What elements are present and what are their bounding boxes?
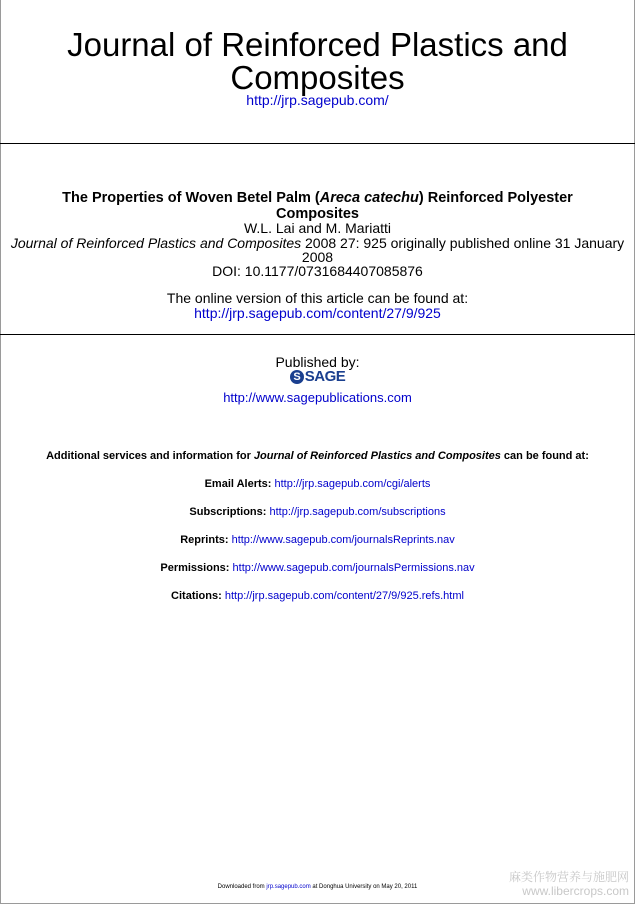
service-permissions <box>0 562 635 574</box>
publisher-url-link[interactable]: http://www.sagepublications.com <box>223 390 412 405</box>
article-title-line2: Composites <box>276 206 359 222</box>
journal-url-link[interactable]: http://jrp.sagepub.com/ <box>246 92 389 108</box>
sage-logo-text: SAGE <box>304 368 346 385</box>
article-title-species: Areca catechu <box>319 190 419 206</box>
service-link[interactable]: http://jrp.sagepub.com/subscriptions <box>269 506 446 518</box>
service-subscriptions <box>0 506 635 518</box>
journal-title-line2: Composites <box>230 59 405 96</box>
additional-services-heading <box>0 450 635 462</box>
footer-text-before: Downloaded from <box>217 884 267 890</box>
service-link[interactable]: http://www.sagepub.com/journalsReprints.nav <box>231 534 455 546</box>
middle-divider <box>0 334 635 335</box>
article-title-part1: The Properties of Woven Betel Palm ( <box>62 190 320 206</box>
article-title-part2: ) Reinforced Polyester <box>418 190 573 206</box>
service-reprints <box>0 534 635 546</box>
service-label: Email Alerts: <box>204 478 272 490</box>
sage-logo <box>0 368 635 385</box>
published-by-label: Published by: <box>275 354 360 370</box>
service-label: Reprints: <box>180 534 229 546</box>
online-version <box>0 291 635 321</box>
doi: DOI: 10.1177/0731684407085876 <box>212 263 423 279</box>
citation-details: 2008 27: 925 originally published online 31 January <box>301 235 625 251</box>
service-label: Subscriptions: <box>189 506 267 518</box>
citation-year: 2008 <box>301 249 334 265</box>
sage-logo-icon: S <box>290 370 304 384</box>
additional-text-before: Additional services and information for <box>46 450 254 462</box>
top-divider <box>0 143 635 144</box>
authors: W.L. Lai and M. Mariatti <box>243 220 392 236</box>
footer-text-after: at Donghua University on May 20, 2011 <box>310 884 418 890</box>
journal-url-row <box>0 92 635 108</box>
service-link[interactable]: http://www.sagepub.com/journalsPermissions.nav <box>232 562 475 574</box>
journal-title <box>0 28 635 94</box>
service-label: Permissions: <box>160 562 230 574</box>
service-email-alerts <box>0 478 635 490</box>
journal-title-line1: Journal of Reinforced Plastics and <box>67 26 568 63</box>
additional-text-after: can be found at: <box>500 450 589 462</box>
footer-link[interactable]: jrp.sagepub.com <box>266 884 311 890</box>
citation-journal: Journal of Reinforced Plastics and Composites <box>10 235 302 251</box>
service-citations <box>0 590 635 602</box>
watermark-line2: www.libercrops.com <box>522 884 629 898</box>
service-label: Citations: <box>171 590 222 602</box>
watermark-line1: 麻类作物营养与施肥网 <box>508 870 629 884</box>
service-link[interactable]: http://jrp.sagepub.com/content/27/9/925.refs.html <box>224 590 464 602</box>
online-version-link[interactable]: http://jrp.sagepub.com/content/27/9/925 <box>194 305 441 321</box>
publisher-url-row <box>0 390 635 405</box>
service-link[interactable]: http://jrp.sagepub.com/cgi/alerts <box>274 478 431 490</box>
citation <box>0 235 635 264</box>
additional-journal: Journal of Reinforced Plastics and Composites <box>253 450 501 462</box>
watermark <box>509 870 629 898</box>
online-version-text: The online version of this article can be found at: <box>166 290 469 306</box>
article-title <box>0 190 635 222</box>
